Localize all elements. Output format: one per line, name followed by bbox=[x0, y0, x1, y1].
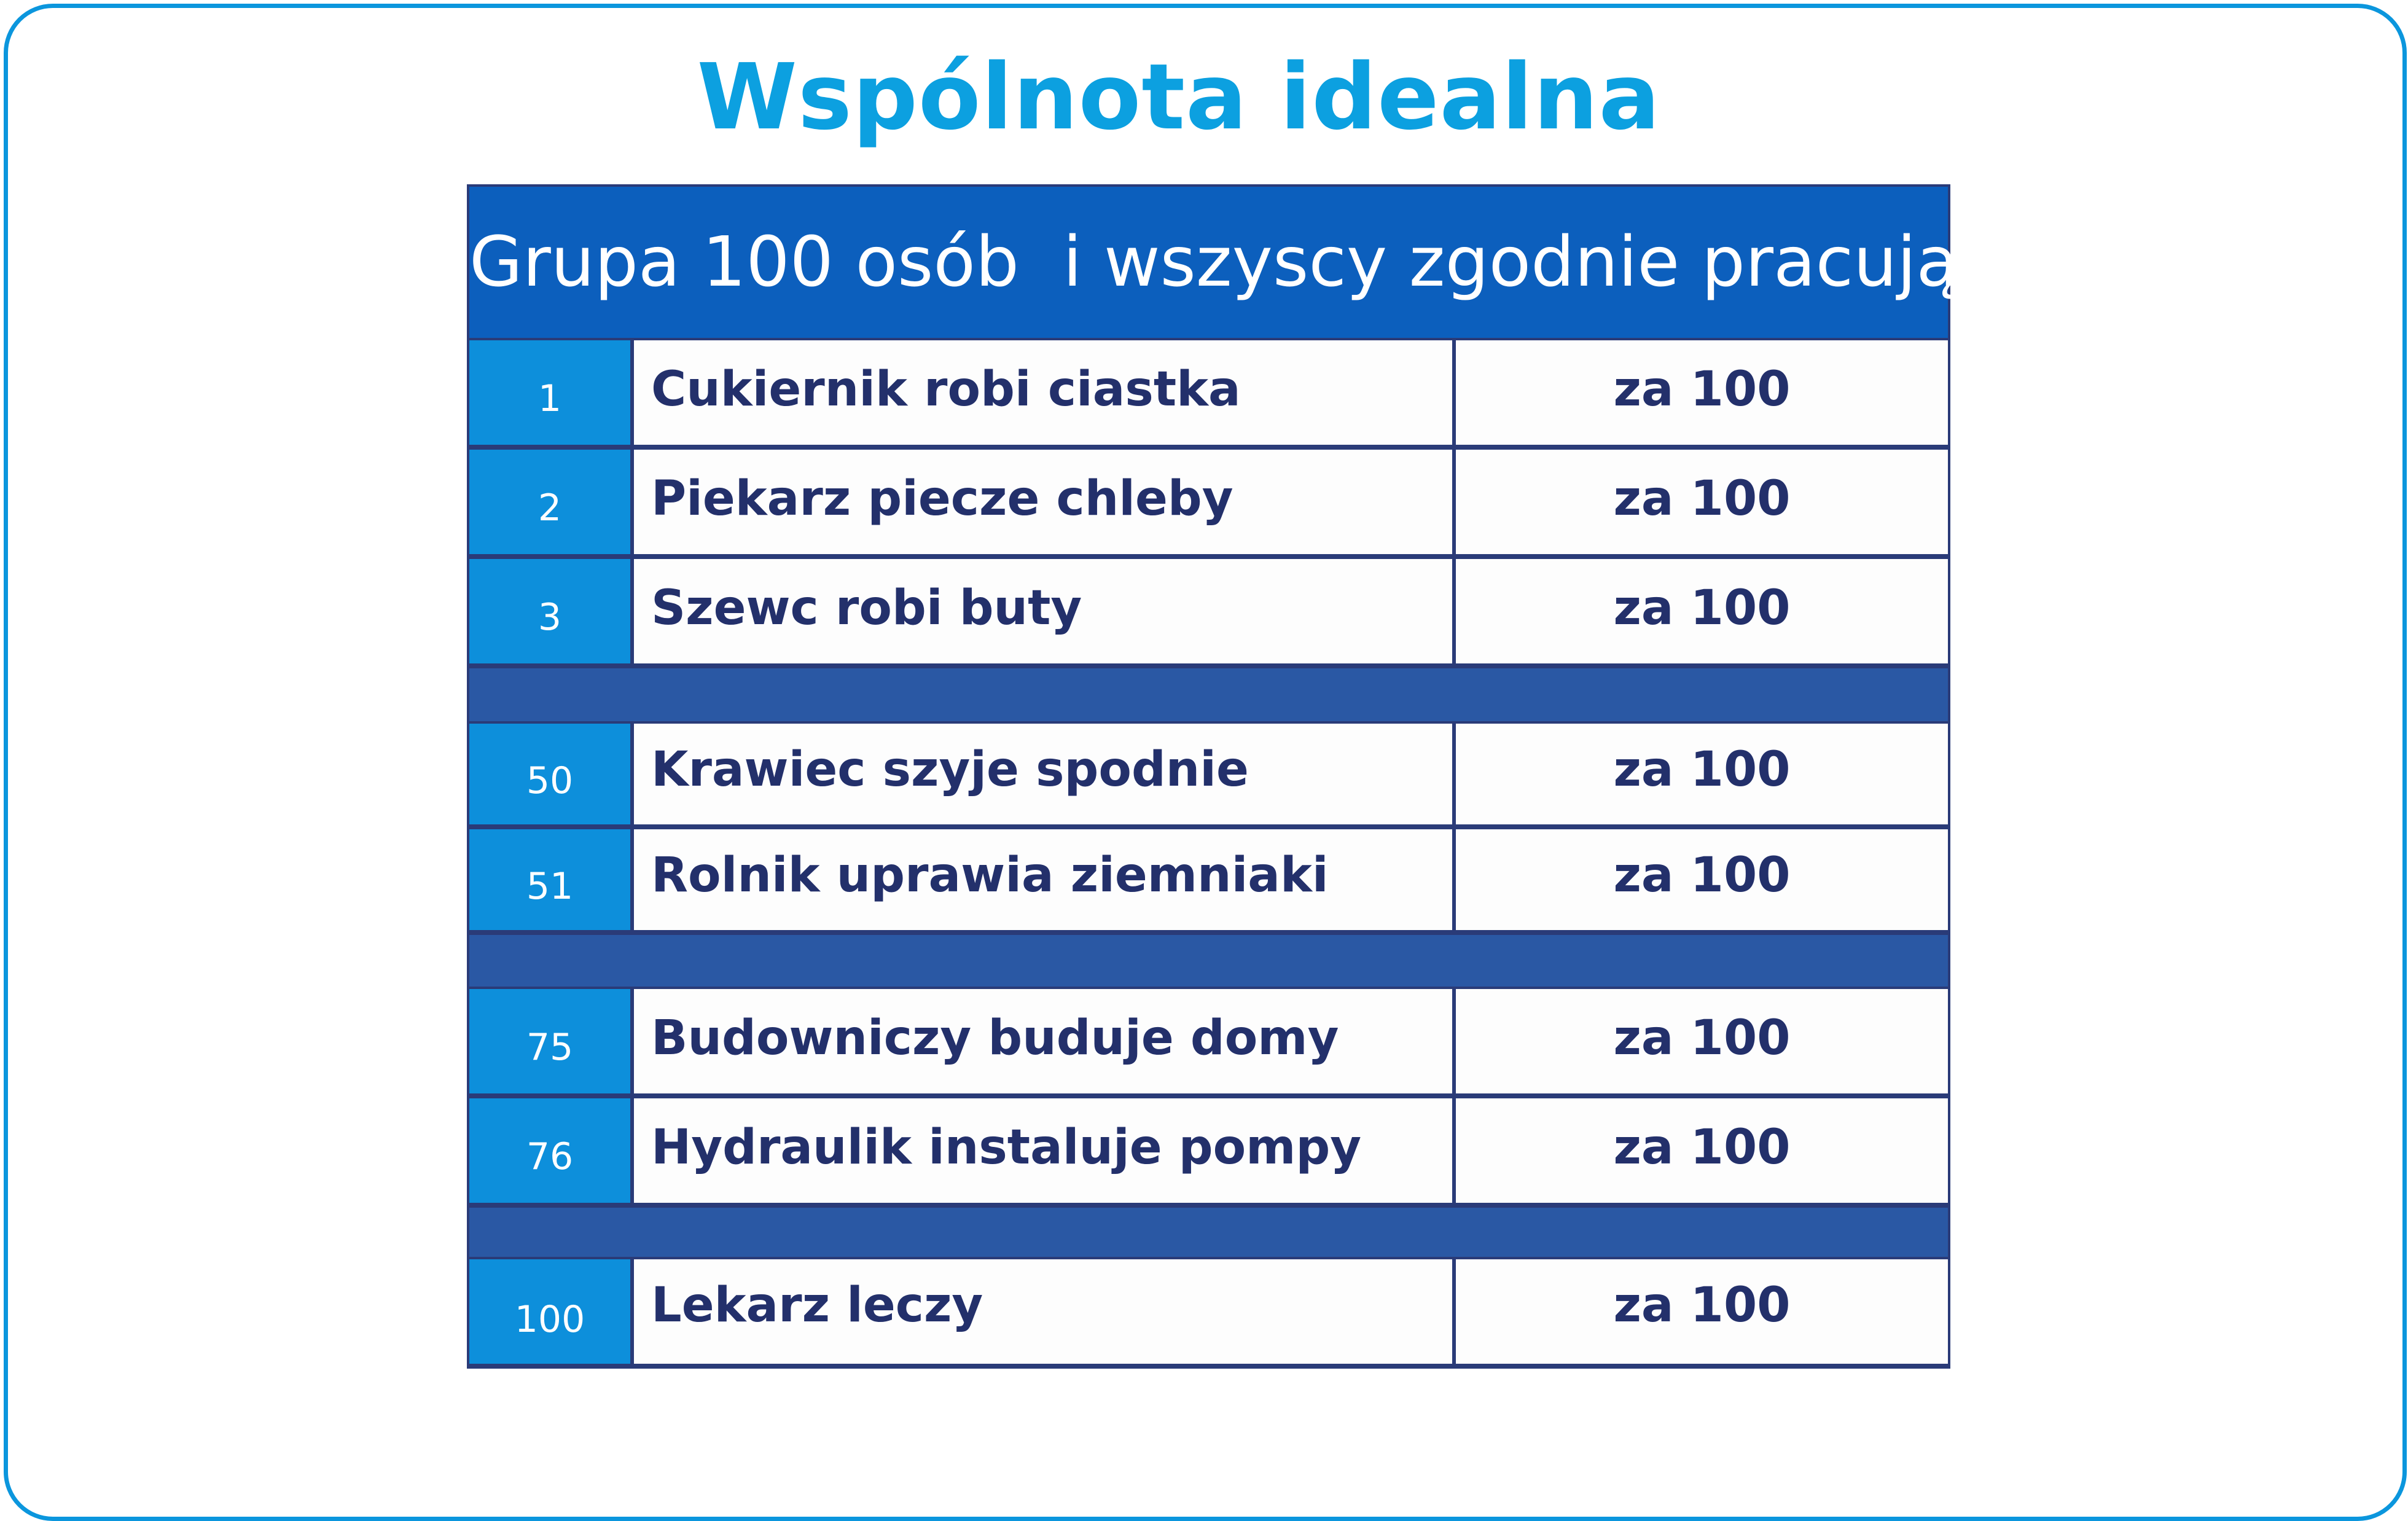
row-number: 100 bbox=[469, 1259, 630, 1364]
row-number: 75 bbox=[469, 989, 630, 1093]
table-header: Grupa 100 osób i wszyscy zgodnie pracują bbox=[469, 187, 1948, 338]
row-number: 51 bbox=[469, 829, 630, 930]
row-price: za 100 bbox=[1456, 1259, 1948, 1364]
table-row bbox=[467, 827, 1950, 933]
row-number: 50 bbox=[469, 724, 630, 824]
row-separator bbox=[469, 1208, 1948, 1257]
row-price: za 100 bbox=[1456, 340, 1948, 445]
table-row bbox=[467, 987, 1950, 1096]
table-row bbox=[467, 338, 1950, 447]
row-description: Piekarz piecze chleby bbox=[634, 450, 1452, 554]
table-row bbox=[467, 1257, 1950, 1369]
page-title: Wspólnota idealna bbox=[697, 44, 1661, 150]
row-price: za 100 bbox=[1456, 989, 1948, 1093]
row-separator bbox=[469, 935, 1948, 987]
row-price: za 100 bbox=[1456, 450, 1948, 554]
row-description: Krawiec szyje spodnie bbox=[634, 724, 1452, 824]
row-description: Budowniczy buduje domy bbox=[634, 989, 1452, 1093]
table-row bbox=[467, 557, 1950, 666]
table-row bbox=[467, 447, 1950, 557]
row-price: za 100 bbox=[1456, 829, 1948, 930]
row-price: za 100 bbox=[1456, 559, 1948, 663]
row-number: 76 bbox=[469, 1098, 630, 1203]
row-description: Cukiernik robi ciastka bbox=[634, 340, 1452, 445]
row-description: Hydraulik instaluje pompy bbox=[634, 1098, 1452, 1203]
row-price: za 100 bbox=[1456, 1098, 1948, 1203]
work-table bbox=[467, 184, 1958, 1369]
row-description: Rolnik uprawia ziemniaki bbox=[634, 829, 1452, 930]
row-separator bbox=[469, 668, 1948, 721]
row-number: 1 bbox=[469, 340, 630, 445]
row-number: 2 bbox=[469, 450, 630, 554]
table-row bbox=[467, 721, 1950, 827]
row-price: za 100 bbox=[1456, 724, 1948, 824]
row-description: Szewc robi buty bbox=[634, 559, 1452, 663]
row-description: Lekarz leczy bbox=[634, 1259, 1452, 1364]
row-number: 3 bbox=[469, 559, 630, 663]
table-row bbox=[467, 1096, 1950, 1205]
